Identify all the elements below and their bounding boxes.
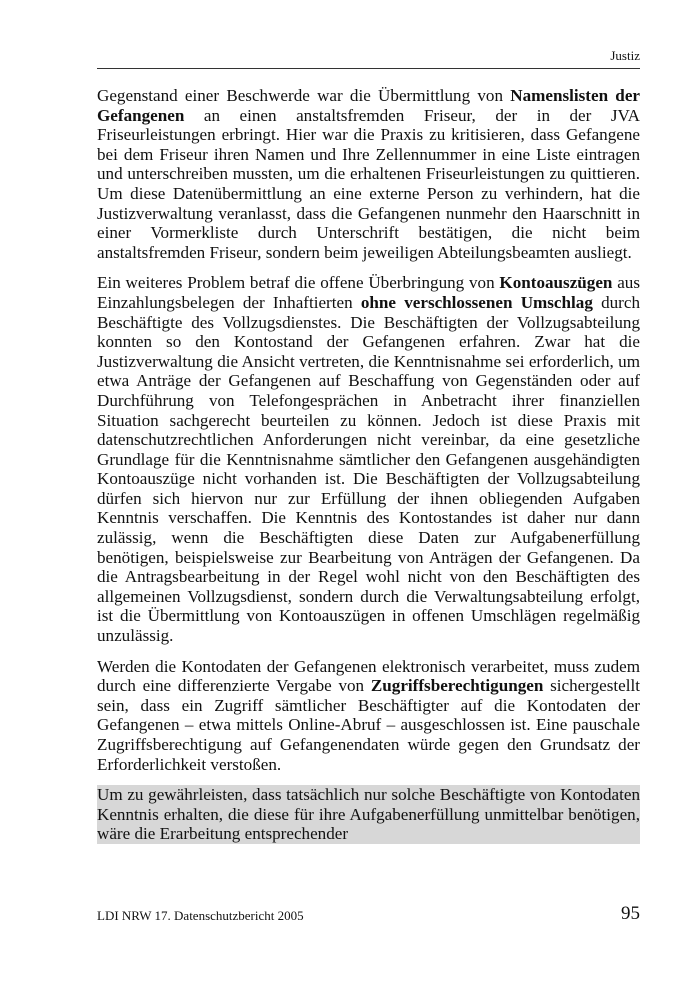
page-number: 95 [621, 903, 640, 924]
p2-bold-kontoauszuege: Kontoauszügen [499, 273, 613, 293]
p1-text-c: an einen anstaltsfremden Friseur, der in der JVA Friseurleistungen erbringt. Hier war die Praxis zu kritisieren, dass Gefangene bei dem Friseur ihren Namen und Ihre Zellennummer in eine Liste eintragen und unterschreiben mussten, um die erhaltenen Friseurleistungen zu quittieren. Um diese Datenübermittlung an eine externe Person zu verhindern, hat die Justizverwaltung veranlasst, dass die Gefangenen nunmehr den Haarschnitt in einer Vormerkliste durch Unterschrift bestätigen, die nicht beim anstaltsfremden Friseur, sondern beim jeweiligen Abteilungsbeamten ausliegt. [97, 105, 640, 262]
p3-text-c: sichergestellt sein, dass ein Zugriff sämtlicher Beschäftigter auf die Kontodaten der Gefangenen – etwa mittels Online-Abruf – ausgeschlossen ist. Eine pauschale Zugriffsberechtigung auf Gefangenendaten würde gegen den Grundsatz der Erforderlichkeit verstoßen. [97, 676, 641, 774]
paragraph-highlighted [97, 785, 640, 844]
p3-text-a: Werden die Kontodaten der Gefangenen elektronisch verarbeitet, muss zudem durch eine differenzierte Vergabe von [97, 656, 640, 696]
p2-text-a: Ein weiteres Problem betraf die offene Überbringung von [97, 273, 500, 293]
p4-text-a: Um zu gewährleisten, dass tatsächlich nur solche Beschäftigte von Kontodaten Kenntnis erhalten, die diese für ihre Aufgabenerfüllung unmittelbar benötigen, wäre die Erarbeitung entsprechender [97, 785, 640, 844]
footer-publication: LDI NRW 17. Datenschutzbericht 2005 [97, 908, 304, 923]
p2-text-c: aus Einzahlungsbelegen der Inhaftierten [97, 273, 640, 312]
running-header: Justiz [610, 48, 640, 63]
p1-bold-namenslisten: Namenslisten der Gefangenen [97, 86, 640, 125]
p2-bold-umschlag: ohne verschlossenen Umschlag [360, 292, 593, 312]
paragraph-kontoauszuege [97, 273, 640, 645]
p1-text-a: Gegenstand einer Beschwerde war die Übermittlung von [97, 86, 511, 105]
header-rule [97, 68, 640, 69]
paragraph-zugriffsberechtigungen [97, 657, 640, 775]
p3-bold-zugriffsberechtigungen: Zugriffsberechtigungen [370, 676, 544, 696]
paragraph-namenslisten [97, 86, 640, 262]
p2-text-d: durch Beschäftigte des Vollzugsdienstes. Die Beschäftigten der Vollzugsabteilung konnten so den Kontostand der Gefangenen erfahren. Zwar hat die Justizverwaltung die Ansicht vertreten, die Kenntnisnahme sei erforderlich, um etwa Anträge der Gefangenen auf Beschaffung von Gegenständen oder auf Durchführung von Telefongesprächen in Anbetracht ihrer finanziellen Situation sachgerecht beurteilen zu können. Jedoch ist diese Praxis mit datenschutzrechtlichen Anforderungen nicht vereinbar, da eine gesetzliche Grundlage für die Kenntnisnahme sämtlicher den Gefangenen ausgehändigten Kontoauszüge nicht vorhanden ist. Die Beschäftigten der Vollzugsabteilung dürfen sich hiervon nur zur Erfüllung der ihnen obliegenden Aufgaben Kenntnis verschaffen. Die Kenntnis des Kontostandes ist daher nur dann zulässig, wenn die Beschäftigten diese Daten zur Aufgabenerfüllung benötigen, beispielsweise zur Bearbeitung von Anträgen der Gefangenen. Da die Antragsbearbeitung in der Regel wohl nicht von den Beschäftigten des allgemeinen Vollzugsdienst, sondern durch die Verwaltungsabteilung erfolgt, ist die Übermittlung von Kontoauszügen in offenen Umschlägen regelmäßig unzulässig. [97, 292, 641, 646]
body-text [97, 86, 640, 844]
